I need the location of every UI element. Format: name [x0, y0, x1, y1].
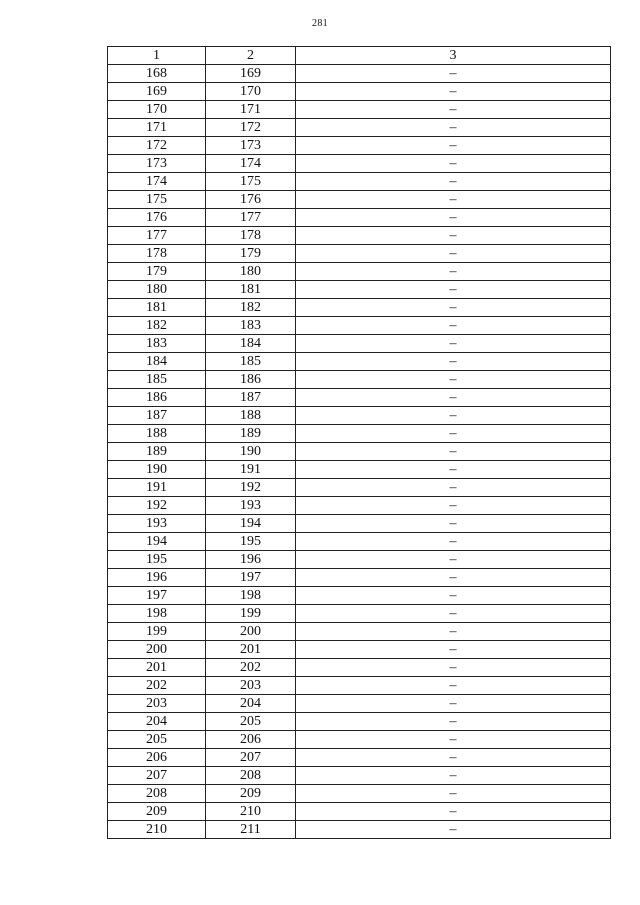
- table-cell-col-1: 176: [108, 209, 206, 227]
- table-cell-col-2: 193: [206, 497, 296, 515]
- table-cell-col-2: 171: [206, 101, 296, 119]
- table-cell-col-3: –: [296, 551, 611, 569]
- table-row: [108, 425, 611, 443]
- table-cell-col-2: 190: [206, 443, 296, 461]
- table-row: [108, 227, 611, 245]
- table-row: [108, 479, 611, 497]
- table-cell-col-1: 197: [108, 587, 206, 605]
- table-row: [108, 101, 611, 119]
- table-cell-col-1: 210: [108, 821, 206, 839]
- table-row: [108, 749, 611, 767]
- table-cell-col-3: –: [296, 605, 611, 623]
- table-cell-col-3: –: [296, 749, 611, 767]
- table-cell-col-3: –: [296, 785, 611, 803]
- table-cell-col-1: 169: [108, 83, 206, 101]
- table-cell-col-2: 177: [206, 209, 296, 227]
- table-cell-col-3: –: [296, 281, 611, 299]
- table-cell-col-1: 177: [108, 227, 206, 245]
- table-cell-col-1: 190: [108, 461, 206, 479]
- table-row: [108, 731, 611, 749]
- table-cell-col-2: 176: [206, 191, 296, 209]
- table-row: [108, 641, 611, 659]
- table-cell-col-2: 180: [206, 263, 296, 281]
- column-header-3: 3: [296, 47, 611, 65]
- table-cell-col-3: –: [296, 587, 611, 605]
- table-cell-col-3: –: [296, 659, 611, 677]
- table-cell-col-2: 209: [206, 785, 296, 803]
- table-cell-col-1: 180: [108, 281, 206, 299]
- table-cell-col-1: 182: [108, 317, 206, 335]
- table-cell-col-2: 186: [206, 371, 296, 389]
- table-cell-col-1: 195: [108, 551, 206, 569]
- table-cell-col-2: 175: [206, 173, 296, 191]
- table-cell-col-3: –: [296, 299, 611, 317]
- table-row: [108, 191, 611, 209]
- table-cell-col-2: 185: [206, 353, 296, 371]
- table-cell-col-2: 199: [206, 605, 296, 623]
- table-cell-col-3: –: [296, 641, 611, 659]
- table-cell-col-1: 207: [108, 767, 206, 785]
- table-cell-col-1: 206: [108, 749, 206, 767]
- table-row: [108, 515, 611, 533]
- table-cell-col-1: 189: [108, 443, 206, 461]
- table-cell-col-2: 181: [206, 281, 296, 299]
- table-cell-col-3: –: [296, 83, 611, 101]
- table-cell-col-3: –: [296, 209, 611, 227]
- table-cell-col-1: 188: [108, 425, 206, 443]
- table-cell-col-1: 184: [108, 353, 206, 371]
- table-cell-col-3: –: [296, 137, 611, 155]
- table-cell-col-1: 174: [108, 173, 206, 191]
- table-cell-col-2: 178: [206, 227, 296, 245]
- table-cell-col-1: 199: [108, 623, 206, 641]
- table-cell-col-1: 201: [108, 659, 206, 677]
- table-cell-col-2: 188: [206, 407, 296, 425]
- table-cell-col-2: 169: [206, 65, 296, 83]
- table-cell-col-1: 192: [108, 497, 206, 515]
- table-cell-col-1: 175: [108, 191, 206, 209]
- table-cell-col-2: 196: [206, 551, 296, 569]
- table-row: [108, 587, 611, 605]
- table-cell-col-1: 202: [108, 677, 206, 695]
- table-cell-col-3: –: [296, 65, 611, 83]
- table-row: [108, 119, 611, 137]
- table-row: [108, 821, 611, 839]
- table-cell-col-3: –: [296, 407, 611, 425]
- table-row: [108, 317, 611, 335]
- table-cell-col-3: –: [296, 695, 611, 713]
- table-cell-col-2: 183: [206, 317, 296, 335]
- table-cell-col-3: –: [296, 353, 611, 371]
- page-number: 281: [312, 18, 328, 29]
- column-header-1: 1: [108, 47, 206, 65]
- table-row: [108, 551, 611, 569]
- table-cell-col-1: 191: [108, 479, 206, 497]
- table-cell-col-1: 193: [108, 515, 206, 533]
- table-cell-col-1: 205: [108, 731, 206, 749]
- table-row: [108, 173, 611, 191]
- table-cell-col-2: 208: [206, 767, 296, 785]
- table-row: [108, 767, 611, 785]
- table-cell-col-1: 179: [108, 263, 206, 281]
- table-cell-col-2: 187: [206, 389, 296, 407]
- table-row: [108, 209, 611, 227]
- table-cell-col-3: –: [296, 425, 611, 443]
- table-cell-col-3: –: [296, 821, 611, 839]
- table-cell-col-1: 198: [108, 605, 206, 623]
- table-cell-col-3: –: [296, 173, 611, 191]
- table-row: [108, 533, 611, 551]
- table-row: [108, 407, 611, 425]
- table-cell-col-1: 181: [108, 299, 206, 317]
- table-cell-col-1: 196: [108, 569, 206, 587]
- table-row: [108, 461, 611, 479]
- table-row: [108, 623, 611, 641]
- table-cell-col-3: –: [296, 623, 611, 641]
- table-cell-col-3: –: [296, 497, 611, 515]
- table-row: [108, 335, 611, 353]
- table-cell-col-1: 183: [108, 335, 206, 353]
- table-row: [108, 695, 611, 713]
- table-row: [108, 353, 611, 371]
- table-row: [108, 281, 611, 299]
- table-cell-col-1: 178: [108, 245, 206, 263]
- table-cell-col-2: 206: [206, 731, 296, 749]
- table-cell-col-2: 195: [206, 533, 296, 551]
- table-cell-col-3: –: [296, 713, 611, 731]
- table-cell-col-3: –: [296, 119, 611, 137]
- table-cell-col-2: 191: [206, 461, 296, 479]
- table-cell-col-2: 205: [206, 713, 296, 731]
- table-row: [108, 155, 611, 173]
- table-cell-col-3: –: [296, 101, 611, 119]
- table-cell-col-3: –: [296, 227, 611, 245]
- table-cell-col-2: 172: [206, 119, 296, 137]
- table-row: [108, 245, 611, 263]
- table-row: [108, 389, 611, 407]
- table-cell-col-1: 170: [108, 101, 206, 119]
- table-row: [108, 371, 611, 389]
- data-table: [107, 46, 611, 839]
- table-cell-col-2: 189: [206, 425, 296, 443]
- table-cell-col-2: 194: [206, 515, 296, 533]
- table-cell-col-2: 174: [206, 155, 296, 173]
- table-row: [108, 497, 611, 515]
- table-cell-col-1: 186: [108, 389, 206, 407]
- table-cell-col-3: –: [296, 335, 611, 353]
- table-cell-col-1: 194: [108, 533, 206, 551]
- table-cell-col-2: 179: [206, 245, 296, 263]
- table-cell-col-2: 198: [206, 587, 296, 605]
- table-row: [108, 83, 611, 101]
- table-row: [108, 65, 611, 83]
- table-row: [108, 605, 611, 623]
- table-row: [108, 785, 611, 803]
- table-row: [108, 659, 611, 677]
- table-cell-col-3: –: [296, 155, 611, 173]
- table-cell-col-1: 173: [108, 155, 206, 173]
- table-cell-col-2: 204: [206, 695, 296, 713]
- table-cell-col-3: –: [296, 245, 611, 263]
- header-row: [108, 47, 611, 65]
- table-cell-col-3: –: [296, 569, 611, 587]
- table-row: [108, 713, 611, 731]
- table-cell-col-1: 208: [108, 785, 206, 803]
- table-cell-col-3: –: [296, 479, 611, 497]
- table-cell-col-2: 192: [206, 479, 296, 497]
- table-cell-col-2: 203: [206, 677, 296, 695]
- table-cell-col-3: –: [296, 389, 611, 407]
- table-cell-col-3: –: [296, 371, 611, 389]
- column-header-2: 2: [206, 47, 296, 65]
- table-row: [108, 299, 611, 317]
- table-cell-col-1: 187: [108, 407, 206, 425]
- table-cell-col-3: –: [296, 317, 611, 335]
- table-cell-col-3: –: [296, 677, 611, 695]
- table-row: [108, 569, 611, 587]
- table-cell-col-1: 168: [108, 65, 206, 83]
- table-row: [108, 677, 611, 695]
- table-cell-col-2: 182: [206, 299, 296, 317]
- table-cell-col-3: –: [296, 533, 611, 551]
- table-cell-col-2: 211: [206, 821, 296, 839]
- table-cell-col-2: 184: [206, 335, 296, 353]
- table-cell-col-2: 200: [206, 623, 296, 641]
- table-cell-col-1: 200: [108, 641, 206, 659]
- table-cell-col-3: –: [296, 461, 611, 479]
- table-cell-col-1: 185: [108, 371, 206, 389]
- table-cell-col-2: 170: [206, 83, 296, 101]
- table-cell-col-3: –: [296, 263, 611, 281]
- table-cell-col-3: –: [296, 515, 611, 533]
- table-header: [108, 47, 611, 65]
- table-cell-col-1: 172: [108, 137, 206, 155]
- table-cell-col-3: –: [296, 443, 611, 461]
- table-cell-col-1: 171: [108, 119, 206, 137]
- table-cell-col-2: 207: [206, 749, 296, 767]
- table-body: [108, 65, 611, 839]
- table-cell-col-2: 202: [206, 659, 296, 677]
- table-cell-col-1: 204: [108, 713, 206, 731]
- table-cell-col-3: –: [296, 731, 611, 749]
- table-cell-col-1: 203: [108, 695, 206, 713]
- table-cell-col-3: –: [296, 803, 611, 821]
- table-row: [108, 137, 611, 155]
- table-cell-col-2: 173: [206, 137, 296, 155]
- table-row: [108, 443, 611, 461]
- table-cell-col-2: 197: [206, 569, 296, 587]
- table-row: [108, 803, 611, 821]
- table-cell-col-2: 201: [206, 641, 296, 659]
- table-cell-col-1: 209: [108, 803, 206, 821]
- table-cell-col-3: –: [296, 767, 611, 785]
- table-cell-col-3: –: [296, 191, 611, 209]
- table-cell-col-2: 210: [206, 803, 296, 821]
- table-row: [108, 263, 611, 281]
